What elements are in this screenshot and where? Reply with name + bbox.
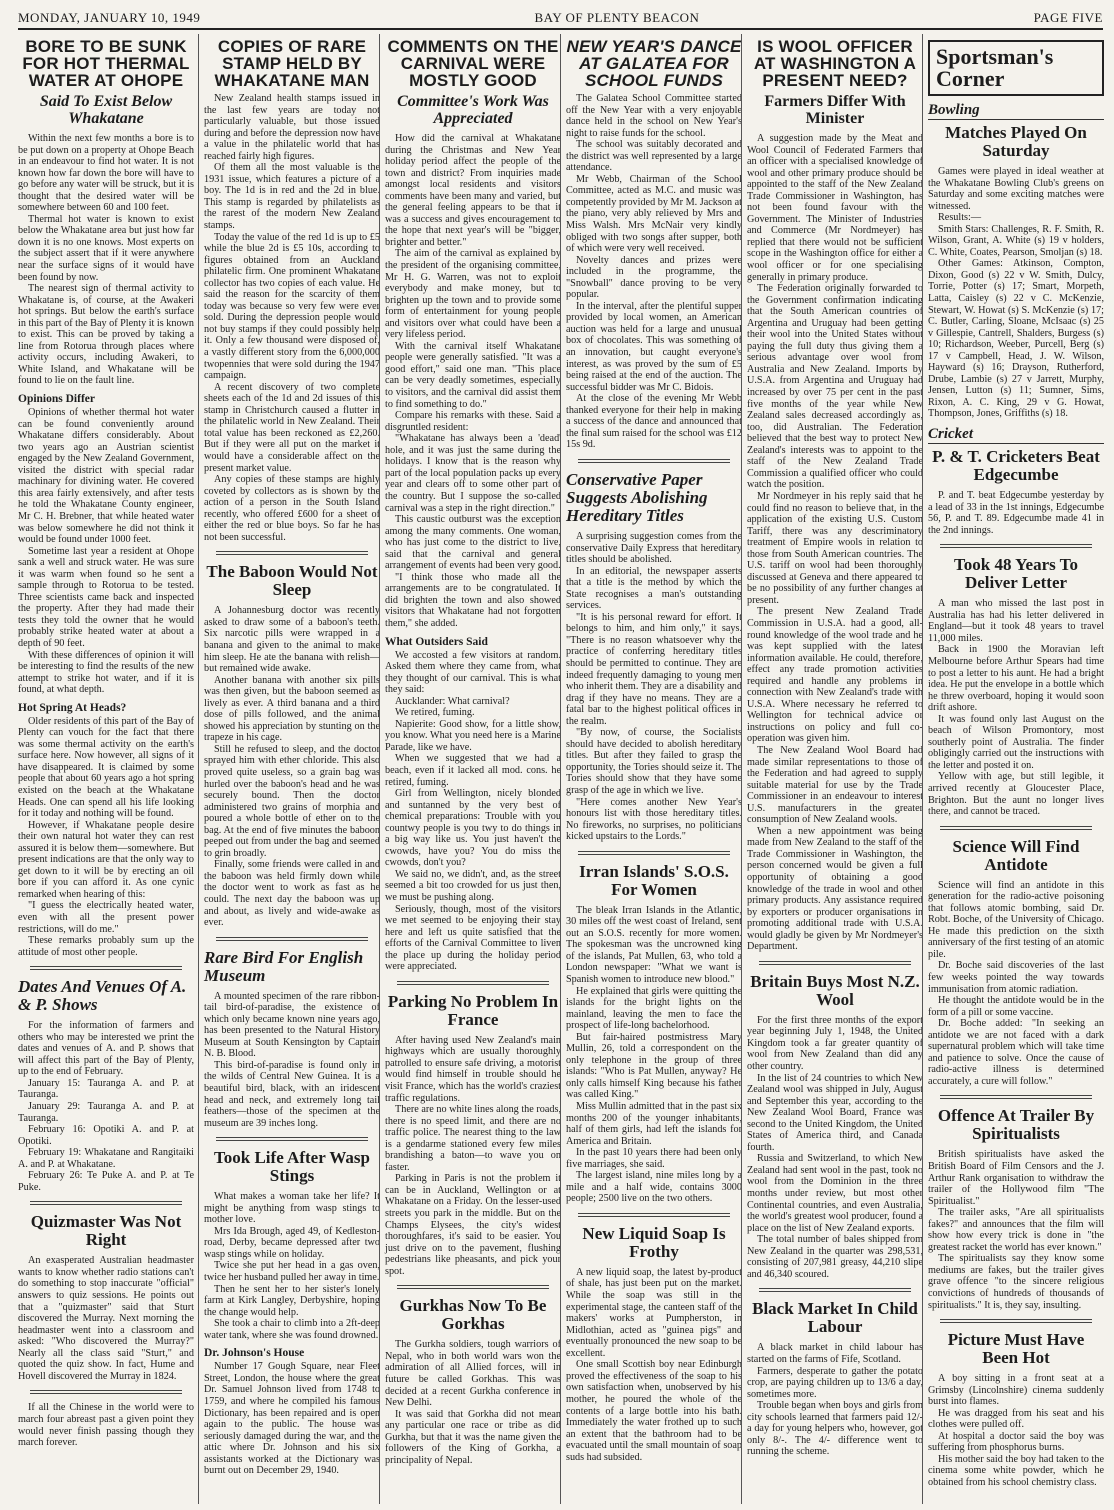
article-text: Within the next few months a bore is to be put down on a property at Ohope Beach in an endeavour to find hot water. It is not known how far down the bore will have to go before any water will be struck, but it is thought that the desired water will be somewhere between 60 and 100 feet. bbox=[18, 133, 194, 214]
article-text: When we suggested that we had a beach, even if it lacked all mod. cons. he retired, fuming. bbox=[385, 753, 561, 788]
article-text: With the carnival itself Whakatane people were generally satisfied. "It was a good effort," said one man. "This place can be very deadly sometimes, especially to visitors, and the carnival did assist them to find something to do." bbox=[385, 340, 561, 410]
article-text: A man who missed the last post in Australia has had his letter delivered in England—but it took 48 years to travel 11,000 miles. bbox=[928, 598, 1104, 644]
article-text: Games were played in ideal weather at the Whakatane Bowling Club's greens on Saturday and some exciting matches were witnessed. bbox=[928, 166, 1104, 212]
article-text: Mr Webb, Chairman of the School Committee, acted as M.C. and music was competently provided by Mr M. Jackson at the piano, very ably relieved by Mrs and Miss Walsh. Mrs McNair very kindly obliged with two songs after supper, both of which were very well received. bbox=[566, 173, 742, 255]
divider bbox=[216, 1137, 368, 1141]
divider bbox=[940, 544, 1092, 548]
headline-carnival: COMMENTS ON THE CARNIVAL WERE MOSTLY GOOD bbox=[387, 37, 559, 90]
article-text: Back in 1900 the Moravian left Melbourne before Arthur Spears had time to post a letter to his aunt. He had a bright idea. He put the envelope in a bottle which he threw overboard, hoping it would soon drift ashore. bbox=[928, 644, 1104, 714]
article-text: At hospital a doctor said the boy was suffering from phosphorus burns. bbox=[928, 1430, 1104, 1454]
headline-cricket: P. & T. Cricketers Beat Edgecumbe bbox=[932, 447, 1100, 485]
column-5 bbox=[741, 34, 923, 1504]
headline-gurkhas: Gurkhas Now To Be Gorkhas bbox=[399, 1296, 547, 1334]
article-text: The trailer asks, "Are all spiritualists fakes?" and announces that the film will show how every trick is done in "the greatest racket the world has ever known." bbox=[928, 1207, 1104, 1253]
divider bbox=[940, 1095, 1092, 1099]
article-text: In an editorial, the newspaper asserts that a title is the method by which the State recognises a man's outstanding services. bbox=[566, 565, 742, 612]
article-text: A Johannesburg doctor was recently asked to draw some of a baboon's teeth. Six narcotic pills were wrapped in a banana and given to the animal to make him sleep. He ate the banana with relish—but remained wide awake. bbox=[204, 605, 380, 675]
headline-spiritualists: Offence At Trailer By Spiritualists bbox=[937, 1106, 1095, 1144]
headline-parking: Parking No Problem In France bbox=[387, 991, 559, 1029]
divider bbox=[940, 826, 1092, 830]
article-text: Miss Mullin admitted that in the past six months 200 of the younger inhabitants, half of them girls, had left the islands for America and Britain. bbox=[566, 1101, 742, 1147]
article-text: Number 17 Gough Square, near Fleet Street, London, the house where the great Dr. Samuel Johnson lived from 1748 to 1759, and where he compiled his famous Dictionary, has been repaired and is open again to the public. The house was seriously damaged during the war, and the attic where Dr. Johnson and his six assistants worked at the Dictionary was burnt out on December 29, 1940. bbox=[204, 1361, 380, 1477]
headline-quizmaster: Quizmaster Was Not Right bbox=[30, 1212, 182, 1250]
article-text: At the close of the evening Mr Webb thanked everyone for their help in making a success of the dance and announced that the final sum raised for the school was £12 15s 9d. bbox=[566, 393, 742, 451]
article-text: One small Scottish boy near Edinburgh proved the effectiveness of the soap to his own satisfaction when, unobserved by his mother, he poured the whole of the contents of a large bottle into his bath. Immediately the water frothed up to such an extent that the bathroom had to be evacuated until the small mountain of soap suds had subsided. bbox=[566, 1359, 742, 1463]
article-text: However, if Whakatane people desire their own natural hot water they can rest assured it is below them—somewhere. But present indications are that the only way to get down to it will be by erecting an oil bore if you can afford it. As one cynic remarked when hearing of this: bbox=[18, 819, 194, 900]
article-text: Mr Nordmeyer in his reply said that he could find no reason to believe that, in the application of the existing U.S. Custom Tariff, there was any descriminatory treatment of Empire wools in relation to those from South American countries. The U.S. tariff on wool had been thoroughly discussed at Geneva and there appeared to be no possibility of any further changes at present. bbox=[747, 490, 923, 606]
article-text: We said no, we didn't, and, as the street seemed a bit too crowded for us just then, we must be pushing along. bbox=[385, 868, 561, 903]
article-text: Any copies of these stamps are highly coveted by collectors as is shown by the action of a person in the South Island recently, who offered £600 for a sheet of either the red or blue boys. So far he has not been successful. bbox=[204, 474, 380, 543]
article-text: Older residents of this part of the Bay of Plenty can vouch for the fact that there was some thermal activity on the earth's surface here. Now however, all signs of it have disappeared. It is claimed by some people that about 60 years ago a hot spring existed on the beach at the Whakatane Heads. One can spend all his life looking for it today and nothing will be found. bbox=[18, 715, 194, 820]
article-text: New Zealand health stamps issued in the last few years are today not particularly valuable, but those issued during and before the depression now have a value in the philatelic world that has reached fairly high figures. bbox=[204, 93, 380, 162]
article-text: The aim of the carnival as explained by the president of the organising committee, Mr H. G. Warren, was not to exploit everybody and make money, but to brighten up the town and to provide some form of entertainment for young people and visitors over what could have been a very lifeless period. bbox=[385, 248, 561, 341]
article-text: The school was suitably decorated and the district was well represented by a large attendance. bbox=[566, 139, 742, 174]
article-text: Opinions of whether thermal hot water can be found conveniently around Whakatane differs considerably. About two years ago an Austrian scientist engaged by the New Zealand Government, visited the district with special radar machinary for divining water. He covered this area fairly extensively, and after tests he told the Whakatane County engineer, Mr C. H. Brebner, that while heated water was below somewhere he did not think it would be found under 1000 feet. bbox=[18, 407, 194, 546]
divider bbox=[30, 1390, 182, 1394]
headline-wasp: Took Life After Wasp Stings bbox=[213, 1148, 371, 1186]
article-text: The Gurkha soldiers, tough warriors of Nepal, who in both world wars won the admiration of all Allied forces, will in future be called Gorkhas. This was decided at a recent Gurkha conference in New Delhi. bbox=[385, 1339, 561, 1409]
article-text: This bird-of-paradise is found only in the wilds of Central New Guinea. It is a beautiful bird, black, with an iridescent head and neck, and extremely long tail feathers—those of the specimen at the museum are 39 inches long. bbox=[204, 1059, 380, 1129]
divider bbox=[759, 961, 911, 965]
headline-baboon: The Baboon Would Not Sleep bbox=[206, 562, 378, 600]
divider bbox=[30, 966, 182, 970]
article-text: Compare his remarks with these. Said a disgruntled resident: bbox=[385, 410, 561, 433]
article-text: The largest island, nine miles long by a mile and a half wide, contains 3000 people; 2500 live on the two others. bbox=[566, 1170, 742, 1205]
article-text: Parking in Paris is not the problem it can be in Auckland, Wellington or at Whakatane on a Friday. On the lesser-used streets you park in the middle. But on the Champs Elysees, the city's widest thoroughfares, it's said to be easier. You just drive on to the pavement, flushing pedestrians like pheasants, and pick your spot. bbox=[385, 1173, 561, 1277]
article-text: He thought the antidote would be in the form of a pill or some vaccine. bbox=[928, 995, 1104, 1018]
headline-bore: BORE TO BE SUNK FOR HOT THERMAL WATER AT OHOPE bbox=[22, 37, 190, 90]
headline-stamp: COPIES OF RARE STAMP HELD BY WHAKATANE MAN bbox=[214, 37, 370, 90]
article-text: Finally, some friends were called in and the baboon was held firmly down while the doctor went to work as fast as he could. The next day the baboon was up and about, as lively and wide-awake as ever. bbox=[204, 859, 380, 929]
article-text: "I think those who made all the arrangements are to be congratulated. It did brighten the town and also showed visitors that Whakatane had not forgotten them," she added. bbox=[385, 571, 561, 629]
article-text: Twice she put her head in a gas oven, twice her husband pulled her away in time. bbox=[204, 1260, 380, 1284]
side-heading: What Outsiders Said bbox=[385, 635, 488, 648]
divider bbox=[759, 1288, 911, 1292]
article-text: He explained that girls were quitting the islands for the bright lights on the mainland, leaving the men to face the prospect of life-long bachelorhood. bbox=[566, 985, 742, 1032]
show-date: February 26: Te Puke A. and P. at Te Puke. bbox=[18, 1170, 194, 1193]
subhead-farmers: Farmers Differ With Minister bbox=[764, 93, 906, 127]
article-text: Trouble began when boys and girls from city schools learned that farmers paid 12/- a day for young helpers who, however, got only 8/-. The 4/- difference went to running the scheme. bbox=[747, 1400, 923, 1458]
divider bbox=[216, 551, 368, 555]
headline-child-labour: Black Market In Child Labour bbox=[752, 1299, 918, 1337]
article-text: For the first three months of the export year beginning July 1, 1948, the United Kingdom took a far greater quantity of wool from New Zealand than did any other country. bbox=[747, 1014, 923, 1073]
article-text: The total number of bales shipped from New Zealand in the quarter was 298,531, consisting of 207,981 greasy, 44,210 slipe and 46,340 scoured. bbox=[747, 1234, 923, 1280]
article-text: With these differences of opinion it will be interesting to find the results of the new attempt to strike hot water, and if it is found, at what depth. bbox=[18, 649, 194, 696]
article-text: Another banana with another six pills was then given, but the baboon seemed as lively as ever. A third banana and a third dose of pills followed, and the animal showed his appreciation by stunting on the trapeze in his cage. bbox=[204, 674, 380, 744]
article-text: These remarks probably sum up the attitude of most other people. bbox=[18, 935, 194, 958]
divider bbox=[397, 981, 549, 985]
column-3 bbox=[379, 34, 561, 1504]
article-text: There are no white lines along the roads, there is no speed limit, and there are no traffic police. The nearest thing to the law is a gendarme stationed every few miles brandishing a baton—to wave you on faster. bbox=[385, 1104, 561, 1173]
column-2 bbox=[198, 34, 380, 1504]
headline-soap: New Liquid Soap Is Frothy bbox=[582, 1223, 726, 1261]
divider bbox=[30, 1201, 182, 1205]
article-text: A recent discovery of two complete sheets each of the 1d and 2d issues of this stamp in Christchurch caused a flutter in the philatelic world in New Zealand. Their total value has been reckoned as £2,260. But if they were all put on the market it would have a considerable affect on the present market value. bbox=[204, 381, 380, 474]
masthead bbox=[18, 2, 1103, 30]
article-text: After having used New Zealand's main highways which are usually thoroughly patrolled to ensure safe driving, a motorist would find himself in trouble should he visit France, which has the world's craziest traffic regulations. bbox=[385, 1034, 561, 1104]
article-text: The Galatea School Committee started off the New Year with a very enjoyable dance held in the school on New Year's night to raise funds for the school. bbox=[566, 93, 742, 139]
filler-text: If all the Chinese in the world were to march four abreast past a given point they would never finish passing though they march forever. bbox=[18, 1402, 194, 1449]
article-text: Sometime last year a resident at Ohope sank a well and struck water. He was sure it was warm when found so he sent a sample through to Rotorua to be tested. Three scientists came back and inspected the property. After they had made their tests they told the owner that he would probably strike heated water at about a depth of 90 feet. bbox=[18, 545, 194, 649]
article-text: The nearest sign of thermal activity to Whakatane is, of course, at the Awakeri hot springs. But below the earth's surface in this part of the Bay of Plenty it is known to exist. This can be proved by taking a line from Rotorua through places where activity occurs, including Awakeri, to White Island, and Whakatane will be found to lie on the fault line. bbox=[18, 283, 194, 387]
article-text: Results:— bbox=[938, 212, 982, 224]
article-text: A boy sitting in a front seat at a Grimsby (Lincolnshire) cinema suddenly burst into flames. bbox=[928, 1373, 1104, 1408]
column-1 bbox=[18, 34, 194, 1504]
article-text: A new liquid soap, the latest by-product of shale, has just been put on the market. While the soap was still in the experimental stage, the canteen staff of the makers' works at Pumpherston, in Midlothian, acted as "guinea pigs" and eventually pronounced the new soap to be excellent. bbox=[566, 1266, 742, 1359]
article-text: Yellow with age, but still legible, it arrived recently at Gloucester Place, Brighton. But the aunt no longer lives there, and cannot be traced. bbox=[928, 771, 1104, 818]
masthead-title: BAY OF PLENTY BEACON bbox=[534, 10, 700, 25]
article-text: But fair-haired postmistress Mary Mullin, 26, told a correspondent on the only telephone in the group of three islands: "Who is Pat Mullen, anyway? He only calls himself King because his father was called King." bbox=[566, 1031, 742, 1101]
article-text: How did the carnival at Whakatane during the Christmas and New Year holiday period affect the people of the town and district? From inquiries made amongst local residents and visitors comments have been many and varied, but the general feeling appears to be that it was a success and gives encouragement to the hope that next year's will be "bigger, brighter and better." bbox=[385, 133, 561, 248]
article-text: Napierite: Good show, for a little show, you know. What you need here is a Marine Parade, like we have. bbox=[385, 718, 561, 753]
headline-picture-hot: Picture Must Have Been Hot bbox=[947, 1330, 1085, 1368]
article-text: We accosted a few visitors at random. Asked them where they came from, what they thought of our carnival. This is what they said: bbox=[385, 649, 561, 696]
article-text: A black market in child labour has started on the farms of Fife, Scotland. bbox=[747, 1342, 923, 1365]
article-text: A surprising suggestion comes from the conservative Daily Express that hereditary titles should be abolished. bbox=[566, 530, 742, 566]
article-text: A mounted specimen of the rare ribbon-tail bird-of-paradise, the existence of which only became known nine years ago, has been presented to the Natural History Museum at South Kensington by Captain N. B. Blood. bbox=[204, 990, 380, 1060]
masthead-date: MONDAY, JANUARY 10, 1949 bbox=[18, 10, 201, 25]
article-text: Other Games: Atkinson, Compton, Dixon, Good (s) 22 v W. Smith, Dulcy, Torrie, Potter (s) 17; Smart, Morpeth, Latta, Caisley (s) 22 v C. McKenzie, Stewart, W. Howat (s) S. McKenzie (s) 17; C. Butler, Carling, Sloane, McIsaac (s) 25 v Gillespie, Cantrell, Shalders, Burgess (s) 10; Richardson, Weeber, Purcell, Berg (s) 17 v Campbell, Head, J. W. Wilson, Hayward (s) 16; Drayson, Rutherford, Drube, Lambie (s) 27 v Jarrett, Murphy, Jensen, Lutton (s) 11; Sumner, Sims, Rixon, A. C. King, 29 v G. Howat, Thompson, Jones, Griffiths (s) 18. bbox=[928, 258, 1104, 420]
article-text: Dr. Boche said discoveries of the last few weeks pointed the way towards immunisation from atomic radiation. bbox=[928, 960, 1104, 995]
show-date: January 29: Tauranga A. and P. at Tauranga. bbox=[18, 1101, 194, 1124]
headline-titles: Conservative Paper Suggests Abolishing Hereditary Titles bbox=[566, 469, 708, 525]
article-text: He was dragged from his seat and his clothes were pulled off. bbox=[928, 1407, 1104, 1431]
article-text: Smith Stars: Challenges, R. F. Smith, R. Wilson, Grant, A. White (s) 19 v holders, C. White, Coates, Pearson, Smoljan (s) 18. bbox=[928, 223, 1104, 258]
sportsmans-corner-logo: Sportsman's Corner bbox=[928, 40, 1104, 96]
side-heading: Hot Spring At Heads? bbox=[18, 701, 127, 714]
divider bbox=[578, 459, 730, 463]
article-text: An exasperated Australian headmaster wants to know whether radio stations can't do something to stop inaccurate "official" answers to quiz sessions. He points out that a "quizmaster" said that Sturt discovered the Murray. Next morning the headmaster went into a classroom and asked: "Who discovered the Murray?" Nearly all the class said "Sturt," and quoted the quiz show. In fact, Hume and Hovell discovered the Murray in 1824. bbox=[18, 1255, 194, 1382]
article-text: "It is his personal reward for effort. It belongs to him, and him only," it says. "There is no reason whatsoever why the practice of conferring hereditary titles should be permitted to continue. They are indeed frequently damaging to young men who inherit them. They are a disability and drag if they have no means. They are a fatal bar to the highest political offices in the realm. bbox=[566, 611, 742, 727]
section-cricket: Cricket bbox=[928, 426, 1104, 444]
article-text: Mrs Ida Brough, aged 49, of Kedleston-road, Derby, became depressed after two wasp stings while on holiday. bbox=[204, 1225, 380, 1260]
headline-antidote: Science Will Find Antidote bbox=[952, 836, 1080, 874]
masthead-page: PAGE FIVE bbox=[1033, 10, 1103, 25]
headline-irran: Irran Islands' S.O.S. For Women bbox=[579, 861, 729, 899]
column-4 bbox=[560, 34, 742, 1504]
article-text: In the interval, after the plentiful supper provided by local women, an American auction was held for a large and unusual box of chocolates. This was something of an innovation, but caught everyone's interest, as was proved by the sum of £5 being raised at the end of the auction. The successful bidder was Mr C. Bidois. bbox=[566, 300, 742, 393]
article-text: "By now, of course, the Socialists should have decided to abolish hereditary titles. But after they failed to grasp the opportunity, the Tories should seize it. The Tories should show that they have some grasp of the age in which we live. bbox=[566, 727, 742, 796]
article-text: Seriously, though, most of the visitors we met seemed to be enjoying their stay here and left us quite satisfied that the efforts of the Carnival Committee to liven the place up during the holiday period were appreciated. bbox=[385, 903, 561, 973]
article-text: Science will find an antidote in this generation for the radio-active poisoning that follows atomic bombing, said Dr. Robt. Boche, of the University of Chicago. He made this prediction on the sixth anniversary of the first testing of an atomic pile. bbox=[928, 879, 1104, 960]
headline-dance: NEW YEAR'S DANCE AT GALATEA FOR SCHOOL FUNDS bbox=[566, 37, 742, 90]
headline-britain-wool: Britain Buys Most N.Z. Wool bbox=[750, 971, 920, 1009]
headline-bird: Rare Bird For English Museum bbox=[204, 947, 364, 985]
divider bbox=[578, 1213, 730, 1217]
article-text: It was said that Gorkha did not mean any particular one race or tribe as did Gurkha, but that it was the name given the followers of the King of Gorkha, a principality of Nepal. bbox=[385, 1408, 561, 1466]
article-text: We retired, fuming. bbox=[395, 707, 475, 719]
headline-bowling: Matches Played On Saturday bbox=[945, 123, 1087, 160]
article-text: "I guess the electrically heated water, even with all the present power restrictions, will do me." bbox=[18, 900, 194, 935]
divider bbox=[940, 1319, 1092, 1323]
article-text: It was found only last August on the beach of Wilson Promontory, most southerly point of Australia. The finder obligingly carried out the instructions with the letter and posted it on. bbox=[928, 713, 1104, 771]
headline-shows: Dates And Venues Of A. & P. Shows bbox=[18, 977, 187, 1015]
show-date: January 15: Tauranga A. and P. at Tauranga. bbox=[18, 1077, 194, 1101]
subhead-whakatane: Said To Exist Below Whakatane bbox=[39, 93, 173, 127]
show-date: February 16: Opotiki A. and P. at Opotiki. bbox=[18, 1124, 194, 1147]
article-text: The Federation originally forwarded to the Government confirmation indicating that the South American countries of Argentina and Uruguay had been getting their wool into the United States without paying the full duty thus giving them a serious advantage over wool from Australia and New Zealand. Imports by U.S.A. from Argentina and Uruguay had increased by over 75 per cent in the past five months of the year while New Zealand sales decreased accordingly as, too, did Australian. The Federation believed that the best way to protect New Zealand's interests was to appoint to the staff of the New Zealand Trade Commission a qualified officer who could watch the position. bbox=[747, 283, 923, 491]
article-text: Girl from Wellington, nicely blonded and suntanned by the very best of chemical preparations: Trouble with you countwy people is you twy to do things in a big way like us. You just haven't the cwowds, have you? You do miss the cwowds, don't you? bbox=[385, 788, 561, 869]
article-text: His mother said the boy had taken to the cinema some white powder, which he obtained from his school chemistry class. bbox=[928, 1453, 1104, 1489]
article-text: Farmers, desperate to gather the potato crop, are paying children up to 13/6 a day, sometimes more. bbox=[747, 1365, 923, 1400]
article-text: Then he sent her to her sister's lonely farm at Kirk Langley, Derbyshire, hoping the change would help. bbox=[204, 1283, 380, 1318]
article-text: Today the value of the red 1d is up to £5 while the blue 2d is £5 10s, according to figures obtained from an Auckland philatelic firm. One prominent Whakatane collector has two copies of each value. He said the reason for the scarcity of them today was because so very few were ever sold. During the depression people would not buy stamps if they could possibly help it. Only a few thousand were disposed of, a vastly different story from the 6,000,000 twopennies that were sold during the 1947 campaign. bbox=[204, 231, 380, 382]
article-text: Of them all the most valuable is the 1931 issue, which features a picture of a boy. The 1d is in red and the 2d in blue. This stamp is regarded by philatelists as the rarest of the modern New Zealand stamps. bbox=[204, 162, 380, 232]
subhead-committee: Committee's Work Was Appreciated bbox=[397, 93, 549, 127]
article-text: P. and T. beat Edgecumbe yesterday by a lead of 33 in the 1st innings, Edgecumbe 56, P. and T. 89. Edgecumbe made 41 in the 2nd innings. bbox=[928, 490, 1104, 536]
headline-wool-officer: IS WOOL OFFICER AT WASHINGTON A PRESENT NEED? bbox=[753, 37, 917, 90]
article-text: Aucklander: What carnival? bbox=[395, 695, 510, 707]
article-text: The present New Zealand Trade Commission in U.S.A. had a good, all-round knowledge of the wool trade and he was kept supplied with the latest information available. He could, therefore, effect any trade promotion activities required and handle any problems in connection with New Zealand's trade with U.S.A. Where necessary he referred to Wellington for technical advice or instructions on policy and full co-operation was given him. bbox=[747, 606, 923, 745]
section-bowling: Bowling bbox=[928, 102, 1104, 120]
article-text: What makes a woman take her life? It might be anything from wasp stings to mother love. bbox=[204, 1191, 380, 1226]
article-text: Thermal hot water is known to exist below the Whakatane area but just how far down it is no one knows. Most experts on the subject assert that if it were anywhere near the surface signs of it would have been found by now. bbox=[18, 213, 194, 283]
headline-letter: Took 48 Years To Deliver Letter bbox=[954, 555, 1078, 593]
article-text: This caustic outburst was the exception among the many comments. One woman, who has just come to the district to live, said that the carnival and general arrangement of events had been very good. bbox=[385, 514, 561, 572]
article-text: A suggestion made by the Meat and Wool Council of Federated Farmers that an officer with a specialised knowledge of wool and other primary produce should be appointed to the staff of the New Zealand Trade Commissioner in Washington, has not been found favour with the Government. The Minister of Industries and Commerce (Mr Nordmeyer) has replied that there would not be sufficient scope in the Washington office for either a wool officer or for one specialising generally in primary produce. bbox=[747, 133, 923, 283]
article-text: In the past 10 years there had been only five marriages, she said. bbox=[566, 1147, 742, 1170]
article-text: The spiritualists say they know some mediums are fakes, but the trailer gives grave offence "to the sincere religious convictions of hundreds of thousands of spiritualists." It is, they say, insulting. bbox=[928, 1253, 1104, 1311]
article-text: She took a chair to climb into a 2ft-deep water tank, where she was found drowned. bbox=[204, 1318, 380, 1341]
article-text: Dr. Boche added: "In seeking an antidote we are not faced with a dark supernatural problem which will take time and patience to solve. Once the cause of radio-active illness is determined accurately, a cure will follow." bbox=[928, 1018, 1104, 1087]
side-heading: Dr. Johnson's House bbox=[204, 1347, 305, 1360]
article-text: Novelty dances and prizes were included in the programme, the "Snowball" dance proving to be very popular. bbox=[566, 254, 742, 301]
side-heading: Opinions Differ bbox=[18, 393, 95, 406]
column-6 bbox=[922, 34, 1104, 1504]
article-text: British spiritualists have asked the British Board of Film Censors and the J. Arthur Rank organisation to withdraw the trailer of the Hollywood film "The Spiritualist." bbox=[928, 1149, 1104, 1207]
divider bbox=[397, 1285, 549, 1289]
article-text: When a new appointment was being made from New Zealand to the staff of the Trade Commissioner in Washington, the person concerned would be given a full opportunity of obtaining a good knowledge of the trade in wool and other primary products. Any assistance required by exporters or producer organisations in promoting additional trade with U.S.A. would gladly be given by Mr Nordmeyer's Department. bbox=[747, 825, 923, 953]
article-text: For the information of farmers and others who may be interested we print the dates and venues of A. and P. shows that will affect this part of the Bay of Plenty, up to the end of February. bbox=[18, 1020, 194, 1078]
page-columns bbox=[18, 34, 1103, 1504]
article-text: "Here comes another New Year's honours list with those hereditary titles. No fireworks, no surprises, no politicians kicked upstairs to the Lords." bbox=[566, 796, 742, 843]
article-text: In the list of 24 countries to which New Zealand wool was shipped in July, August and September this year, according to the New Zealand Wool Board, France was second to the United Kingdom, the United States of America third, and Canada fourth. bbox=[747, 1072, 923, 1153]
show-date: February 19: Whakatane and Rangitaiki A. and P. at Whakatane. bbox=[18, 1147, 194, 1170]
article-text: Still he refused to sleep, and the doctor sprayed him with ether chloride. This also proved quite useless, so a grain bag was hurled over the baboon's head and he was securely bound. Then the doctor administered two grains of morphia and poured a whole bottle of ether on to the bag. At the end of five minutes the baboon peeped out from under the bag and seemed to grin broadly. bbox=[204, 743, 380, 859]
article-text: The bleak Irran Islands in the Atlantic, 30 miles off the west coast of Ireland, sent out an S.O.S. recently for more women. The spokesman was the uncrowned king of the islands, Pat Mullen, 63, who told a London newspaper: "What we want is Spanish women to introduce new blood." bbox=[566, 904, 742, 985]
article-text: "Whakatane has always been a 'dead' hole, and it was just the same during the holidays. I know that is the reason why part of the local population packs up every year and clears off to some other part of the country. But I suppose the so-called carnival was a step in the right direction." bbox=[385, 433, 561, 514]
article-text: Russia and Switzerland, to which New Zealand had sent wool in the past, took no wool from the Dominion in the three months under review, but most other Continental countries, and even Australia, the world's greatest wool producer, found a place on the list of New Zealand exports. bbox=[747, 1153, 923, 1234]
article-text: The New Zealand Wool Board had made similar representations to those of the Federation and had agreed to supply suitable material for use by the Trade Commissioner in an endeavour to interest U.S. manufacturers in the greater consumption of New Zealand wools. bbox=[747, 744, 923, 826]
divider bbox=[216, 937, 368, 941]
divider bbox=[578, 851, 730, 855]
